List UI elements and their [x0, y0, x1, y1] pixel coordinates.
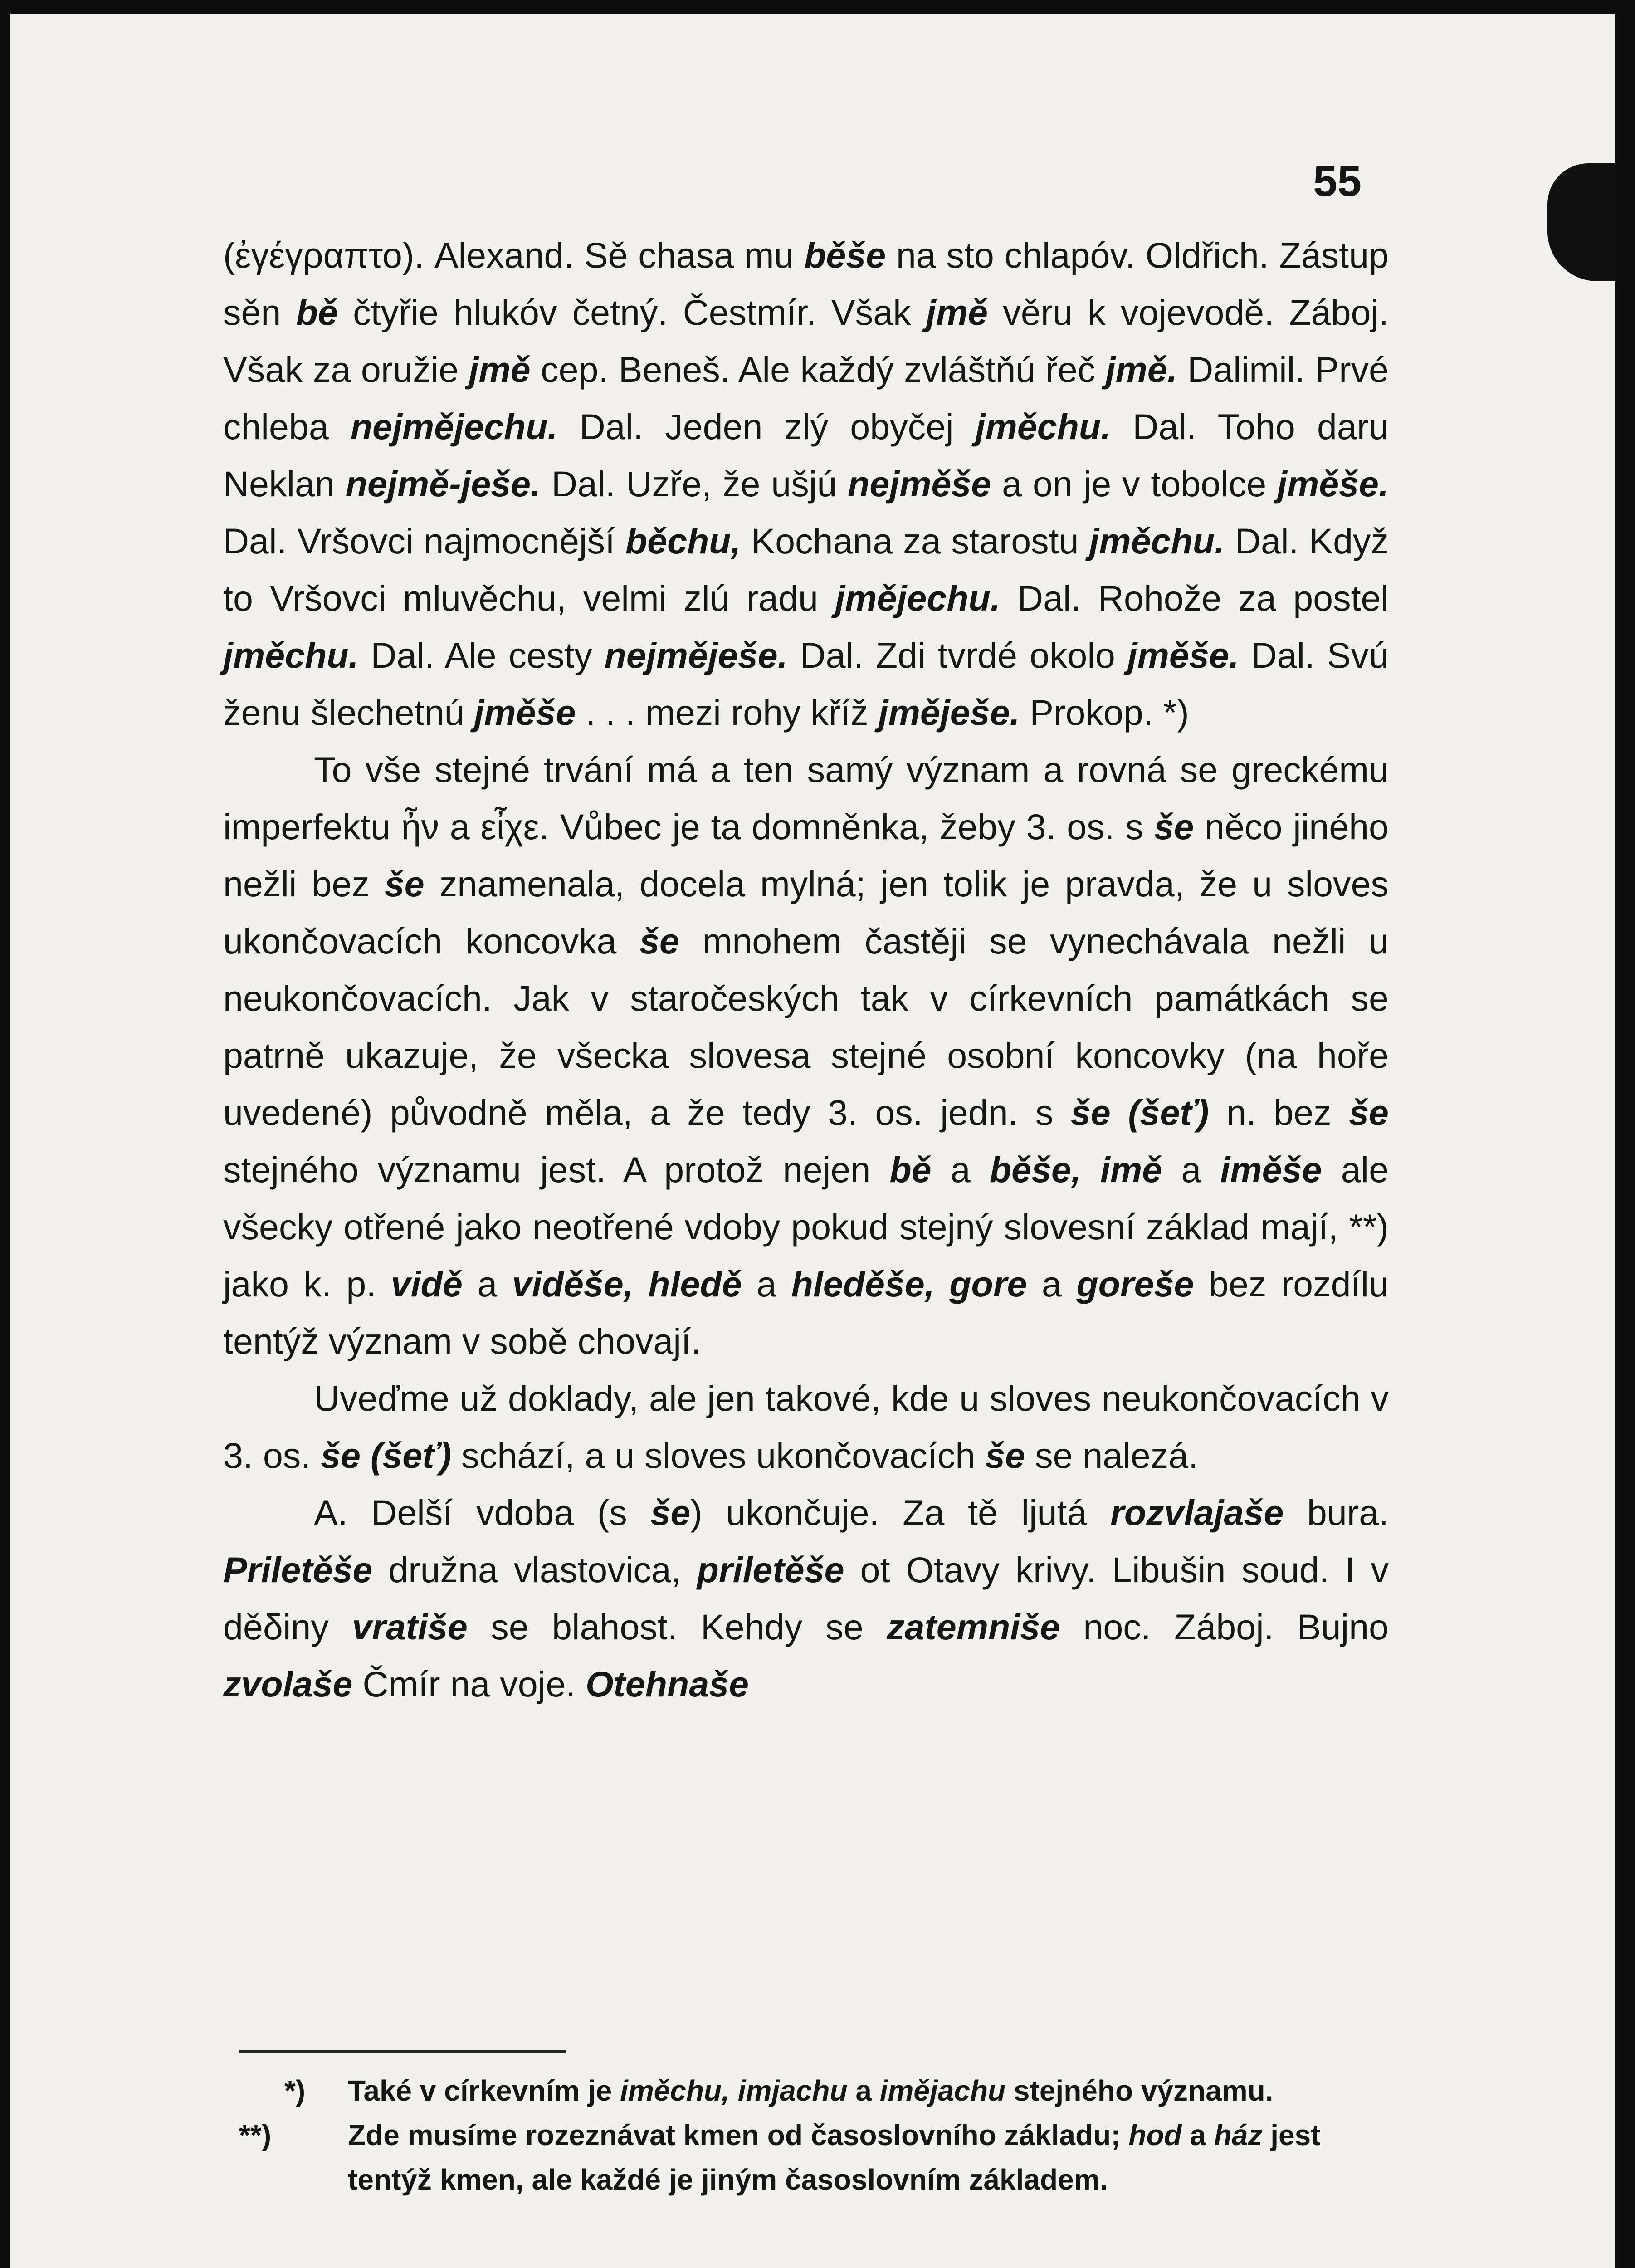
italic-run: iměchu, [620, 2074, 730, 2107]
text-run: se nalezá. [1025, 1435, 1199, 1476]
binding-edge-mark [1547, 163, 1615, 281]
text-run: mnohem častěji se vynechávala nežli u neukončovacích. Jak v staročeských tak v církevních památkách se patrně ukazuje, že všecka slovesa stejné osobní koncovky (na hoře uvedené) původně měla, a že tedy 3. os. jedn. s [223, 921, 1389, 1133]
text-run: něco jiného nežli bez [223, 807, 1389, 904]
italic-run: še (šeť) [1070, 1092, 1209, 1133]
italic-run: jměše [474, 692, 576, 733]
italic-run: běše, imě [989, 1149, 1162, 1190]
italic-run: še [1154, 807, 1194, 847]
footnotes [239, 2068, 1391, 2202]
text-run: a [1162, 1149, 1220, 1190]
italic-run: zvolaše [223, 1664, 353, 1704]
italic-run: imějachu [879, 2074, 1006, 2107]
text-run: Dal. Uzře, že ušjú [541, 464, 848, 504]
text-run: Zde musíme rozeznávat kmen od časoslovního základu; [348, 2119, 1129, 2151]
footnote [239, 2113, 1391, 2202]
italic-run: nejměješe. [604, 635, 788, 675]
text-run: Dal. Zdi tvrdé okolo [787, 635, 1127, 675]
italic-run: jměchu. [223, 635, 359, 675]
footnote-mark: *) [284, 2074, 306, 2107]
text-run: a [931, 1149, 990, 1190]
text-run: Dal. Rohože za postel [1000, 578, 1389, 618]
italic-run: hod [1128, 2119, 1182, 2151]
text-run: znamenala, docela mylná; jen tolik je pravda, že u sloves ukončovacích koncovka [223, 864, 1389, 961]
text-run: Čmír na voje. [352, 1664, 586, 1704]
footnote-mark: **) [239, 2119, 272, 2151]
italic-run: priletěše [697, 1549, 844, 1590]
italic-run: še [384, 864, 425, 904]
text-run: a [742, 1264, 791, 1304]
text-run: bez rozdílu tentýž význam v sobě chovají. [223, 1264, 1389, 1361]
text-run: Dal. Svú ženu šlechetnú [223, 635, 1389, 733]
italic-run: ház [1214, 2119, 1263, 2151]
text-run: Kochana za starostu [741, 521, 1089, 561]
body-text [223, 227, 1389, 1713]
italic-run: jměchu. [1089, 521, 1225, 561]
text-run: ale všecky otřené jako neotřené vdoby pokud stejný slovesní základ mají, **) jako k. p. [223, 1149, 1389, 1304]
text-run: cep. Beneš. Ale každý zvláštňú řeč [530, 349, 1106, 390]
text-run: Dal. Když to Vršovci mluvěchu, velmi zlú radu [223, 521, 1389, 618]
italic-run: Priletěše [223, 1549, 373, 1590]
text-run: družna vlastovica, [372, 1549, 697, 1590]
italic-run: jměše. [1277, 464, 1389, 504]
text-run: Dal. Toho daru Neklan [223, 406, 1389, 504]
text-run: Dal. Vršovci najmocnější [223, 521, 625, 561]
italic-run: goreše [1076, 1264, 1194, 1304]
italic-run: vratiše [352, 1607, 468, 1647]
footnote-text [348, 2074, 1274, 2107]
italic-run: jmě [926, 292, 988, 332]
italic-run: nejmějechu. [350, 406, 558, 447]
text-run: jest tentýž kmen, ale každé je jiným časoslovním základem. [348, 2119, 1321, 2196]
text-run: věru k vojevodě. Záboj. Však za oružie [223, 292, 1389, 390]
italic-run: imjachu [737, 2074, 848, 2107]
italic-run: še [985, 1435, 1025, 1476]
text-run: n. bez [1209, 1092, 1349, 1133]
text-run: . . . mezi rohy kříž [576, 692, 879, 733]
text-run: stejného významu. [1005, 2074, 1274, 2107]
italic-run: bě [296, 292, 338, 332]
text-run: a on je v tobolce [991, 464, 1278, 504]
footnote-text [348, 2119, 1321, 2196]
text-run: Prokop. *) [1020, 692, 1189, 733]
text-run: se blahost. Kehdy se [467, 1607, 887, 1647]
text-run: A. Delší vdoba (s [314, 1492, 651, 1533]
italic-run: běchu, [625, 521, 741, 561]
italic-run: jměše. [1127, 635, 1239, 675]
italic-run: iměše [1220, 1149, 1322, 1190]
text-run: noc. Záboj. Bujno [1060, 1607, 1389, 1647]
paragraph [223, 1484, 1389, 1713]
text-run: a [847, 2074, 880, 2107]
text-run: To vše stejné trvání má a ten samý význam a rovná se greckému imperfektu ἦν a εἶχε. Vůbec je ta domněnka, žeby 3. os. s [223, 749, 1389, 847]
paragraph [223, 1370, 1389, 1484]
text-run: a [1027, 1264, 1077, 1304]
text-run: (ἐγέγραπτο). Alexand. Sě chasa mu [223, 235, 805, 275]
italic-run: še [639, 921, 679, 961]
text-run: schází, a u sloves ukončovacích [451, 1435, 986, 1476]
italic-run: še [1349, 1092, 1389, 1133]
italic-run: jměješe. [878, 692, 1020, 733]
text-run: Uveďme už doklady, ale jen takové, kde u sloves neukončovacích v 3. os. [223, 1378, 1389, 1476]
italic-run: běše [804, 235, 886, 275]
text-run: čtyřie hlukóv četný. Čestmír. Však [337, 292, 926, 332]
text-run: ) ukončuje. Za tě ljutá [690, 1492, 1111, 1533]
text-run: ot Otavy krivy. Libušin soud. I v děδiny [223, 1549, 1389, 1647]
italic-run: Otehnaše [586, 1664, 749, 1704]
italic-run: rozvlajaše [1110, 1492, 1284, 1533]
footnote [239, 2068, 1391, 2113]
text-run: na sto chlapóv. Oldřich. Zástup sěn [223, 235, 1389, 332]
italic-run: jmě. [1105, 349, 1177, 390]
footnote-divider [239, 2050, 566, 2053]
italic-run: viděše, hledě [512, 1264, 742, 1304]
text-run: a [462, 1264, 512, 1304]
text-run: a [1181, 2119, 1214, 2151]
italic-run: nejmě-ješe. [345, 464, 541, 504]
italic-run: nejměše [848, 464, 991, 504]
paragraph [223, 227, 1389, 741]
italic-run: jmějechu. [835, 578, 1001, 618]
page-number: 55 [1313, 157, 1362, 205]
book-page [10, 14, 1615, 2268]
italic-run: bě [889, 1149, 932, 1190]
italic-run: hleděše, gore [791, 1264, 1027, 1304]
italic-run: vidě [390, 1264, 463, 1304]
italic-run: še [650, 1492, 691, 1533]
text-run: Dalimil. Prvé chleba [223, 349, 1389, 447]
italic-run: jměchu. [975, 406, 1111, 447]
text-run: stejného významu jest. A protož nejen [223, 1149, 890, 1190]
text-run: Také v církevním je [348, 2074, 620, 2107]
text-run: Dal. Jeden zlý obyčej [557, 406, 976, 447]
paragraph [223, 741, 1389, 1370]
text-run [730, 2074, 738, 2107]
italic-run: še (šeť) [321, 1435, 452, 1476]
text-run: Dal. Ale cesty [358, 635, 605, 675]
italic-run: jmě [469, 349, 531, 390]
text-run: bura. [1284, 1492, 1389, 1533]
italic-run: zatemniše [887, 1607, 1060, 1647]
